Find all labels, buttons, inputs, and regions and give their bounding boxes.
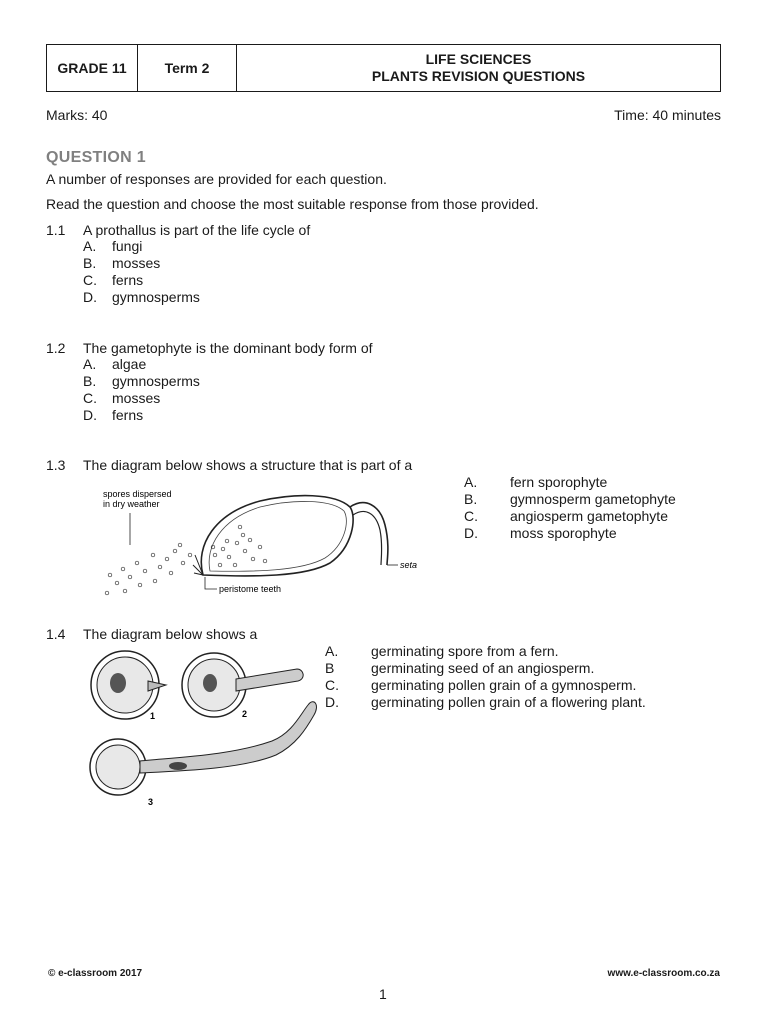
question-number: 1.4 xyxy=(46,626,66,642)
capsule-inner-wall xyxy=(209,501,346,571)
question-text: A prothallus is part of the life cycle of xyxy=(83,222,311,238)
peristome-label: peristome teeth xyxy=(219,584,282,594)
seta-stalk xyxy=(350,503,388,565)
question-text: The diagram below shows a xyxy=(83,626,258,642)
option-letter: D. xyxy=(325,694,339,710)
topic-title: PLANTS REVISION QUESTIONS xyxy=(371,68,586,84)
option-letter: C. xyxy=(464,508,478,524)
option-text: germinating pollen grain of a flowering plant. xyxy=(371,694,646,710)
option-letter: C. xyxy=(325,677,339,693)
figure-3-label: 3 xyxy=(148,797,154,807)
moss-capsule-diagram xyxy=(95,485,430,605)
option-letter: A. xyxy=(83,238,97,254)
question-number: 1.3 xyxy=(46,457,66,473)
option-letter: B. xyxy=(464,491,478,507)
spores-label-line2: in dry weather xyxy=(103,499,160,509)
question-text: The diagram below shows a structure that is part of a xyxy=(83,457,413,473)
option-text: angiosperm gametophyte xyxy=(510,508,668,524)
figure-2-label: 2 xyxy=(242,709,248,719)
option-text: mosses xyxy=(112,390,161,406)
capsule-outline xyxy=(201,496,353,576)
option-text: ferns xyxy=(112,272,144,288)
option-text: gymnosperms xyxy=(112,289,200,305)
footer-copyright: © e-classroom 2017 xyxy=(48,968,143,979)
seta-stalk-inner xyxy=(353,511,382,565)
spores-inside xyxy=(211,525,267,567)
question-number: 1.2 xyxy=(46,340,66,356)
option-letter: B. xyxy=(83,373,97,389)
option-text: fern sporophyte xyxy=(510,474,608,490)
subject-title: LIFE SCIENCES xyxy=(425,51,532,67)
option-letter: B xyxy=(325,660,335,676)
option-text: ferns xyxy=(112,407,144,423)
grade-cell: GRADE 11 xyxy=(47,45,138,91)
pollen-figure-3 xyxy=(90,702,316,807)
spores-label-line1: spores dispersed xyxy=(103,489,172,499)
option-text: gymnosperm gametophyte xyxy=(510,491,676,507)
option-text: fungi xyxy=(112,238,143,254)
term-cell: Term 2 xyxy=(138,45,237,91)
marks-label: Marks: 40 xyxy=(46,107,108,123)
figure-1-label: 1 xyxy=(150,711,156,721)
option-text: germinating seed of an angiosperm. xyxy=(371,660,595,676)
option-letter: A. xyxy=(464,474,478,490)
option-text: gymnosperms xyxy=(112,373,200,389)
pollen-germination-diagram xyxy=(82,645,322,810)
spores-dispersed xyxy=(105,543,192,595)
option-text: germinating pollen grain of a gymnosperm. xyxy=(371,677,637,693)
question-text: The gametophyte is the dominant body form of xyxy=(83,340,373,356)
pollen-figure-1 xyxy=(91,651,166,721)
page-number: 1 xyxy=(379,986,387,1002)
intro-line-2: Read the question and choose the most suitable response from those provided. xyxy=(46,196,539,212)
header-table xyxy=(46,44,721,92)
option-letter: B. xyxy=(83,255,97,271)
question-number: 1.1 xyxy=(46,222,66,238)
option-letter: D. xyxy=(464,525,478,541)
option-text: moss sporophyte xyxy=(510,525,617,541)
option-text: germinating spore from a fern. xyxy=(371,643,559,659)
pollen-figure-2 xyxy=(182,653,303,719)
option-letter: A. xyxy=(325,643,339,659)
footer-website[interactable]: www.e-classroom.co.za xyxy=(607,968,720,979)
option-text: algae xyxy=(112,356,147,372)
option-text: mosses xyxy=(112,255,161,271)
seta-label: seta xyxy=(400,560,418,570)
option-letter: C. xyxy=(83,272,97,288)
intro-line-1: A number of responses are provided for each question. xyxy=(46,171,387,187)
question-title: QUESTION 1 xyxy=(46,149,146,166)
title-cell xyxy=(237,45,720,91)
option-letter: D. xyxy=(83,289,97,305)
peristome-pointer xyxy=(205,577,217,589)
time-label: Time: 40 minutes xyxy=(614,107,721,123)
option-letter: C. xyxy=(83,390,97,406)
option-letter: A. xyxy=(83,356,97,372)
option-letter: D. xyxy=(83,407,97,423)
